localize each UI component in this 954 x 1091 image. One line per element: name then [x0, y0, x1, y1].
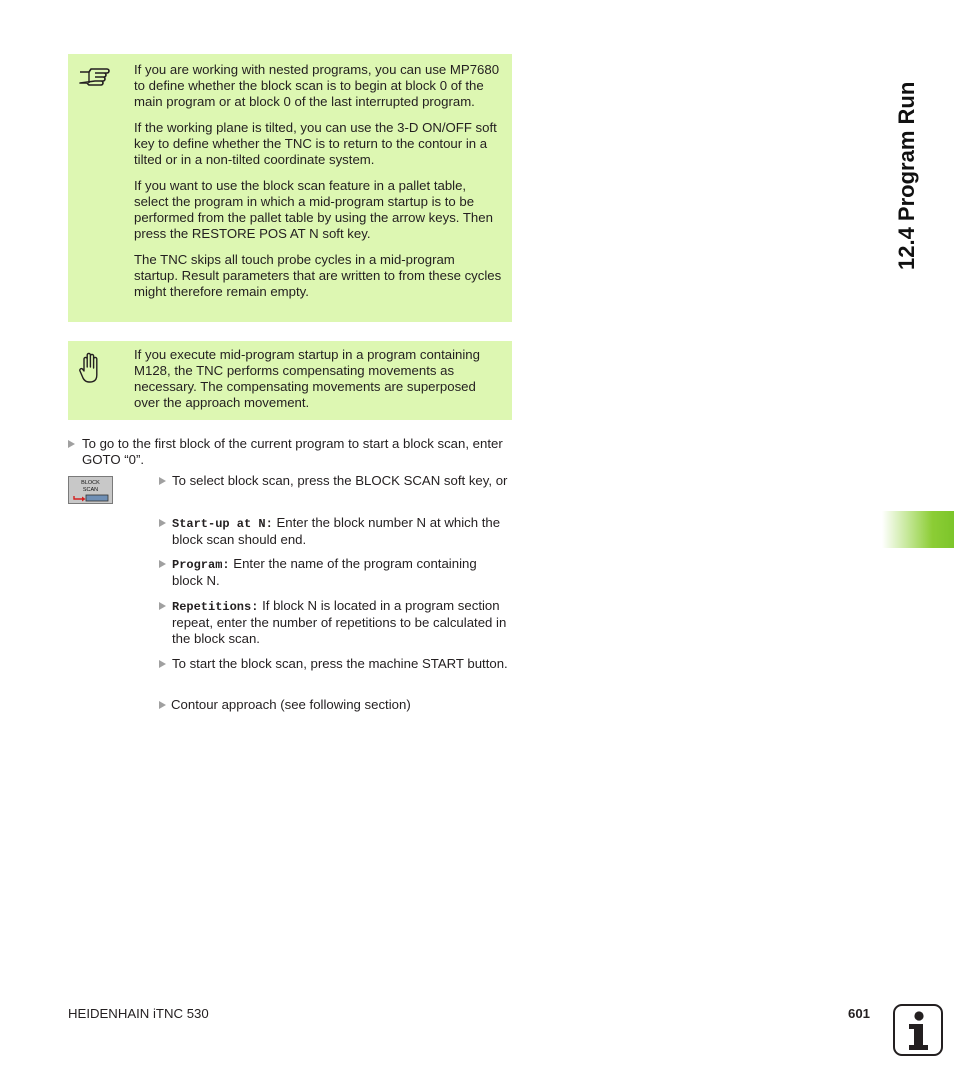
step-arrow-icon: [68, 440, 75, 448]
softkey-label-line1: BLOCK: [81, 480, 100, 486]
step-arrow-icon: [159, 602, 166, 610]
note-box-caution: [68, 341, 512, 420]
step-arrow-icon: [159, 701, 166, 709]
arrow-to-bar-icon: [73, 494, 109, 502]
step-start-block-scan: [159, 656, 511, 672]
step-repetitions: [159, 598, 511, 647]
step-select-block-scan: [159, 473, 511, 489]
pointing-hand-icon: [77, 62, 113, 98]
note-text-tip: [134, 62, 502, 300]
info-icon: [893, 1004, 943, 1056]
step-arrow-icon: [159, 519, 166, 527]
step-text: To go to the first block of the current program to start a block scan, enter GOTO “0”.: [82, 436, 503, 467]
note-paragraph: If the working plane is tilted, you can use the 3-D ON/OFF soft key to define whether the TNC is to return to the contour in a tilted or in a non-tilted coordinate system.: [134, 120, 497, 167]
step-program: [159, 556, 511, 589]
note-box-tip: [68, 54, 512, 322]
step-contour-approach: [159, 697, 511, 713]
step-goto: [68, 436, 512, 468]
step-startup-at-n: [159, 515, 511, 548]
step-text: Enter the block number N at which the block scan should end.: [172, 515, 501, 547]
dialog-label-program: Program:: [172, 558, 230, 572]
step-arrow-icon: [159, 560, 166, 568]
block-scan-softkey[interactable]: [68, 476, 113, 504]
page-number: 601: [848, 1006, 871, 1021]
step-text: To start the block scan, press the machine START button.: [172, 656, 508, 671]
step-text: Enter the name of the program containing block N.: [172, 556, 477, 588]
step-arrow-icon: [159, 477, 166, 485]
note-paragraph: If you execute mid-program startup in a program containing M128, the TNC performs compensating movements as necessary. The compensating movements are superposed over the approach movement.: [134, 347, 480, 410]
note-paragraph: The TNC skips all touch probe cycles in a mid-program startup. Result parameters that are written to from these cycles might therefore remain empty.: [134, 252, 502, 299]
raised-hand-icon: [78, 351, 114, 387]
footer-product-name: HEIDENHAIN iTNC 530: [68, 1006, 209, 1021]
dialog-label-repetitions: Repetitions:: [172, 600, 259, 614]
chapter-tab-marker: [882, 511, 954, 548]
step-text: Contour approach (see following section): [171, 697, 411, 712]
dialog-label-startup: Start-up at N:: [172, 517, 273, 531]
step-text: To select block scan, press the BLOCK SCAN soft key, or: [172, 473, 508, 488]
section-title: 12.4 Program Run: [894, 81, 919, 270]
softkey-label-line2: SCAN: [82, 487, 99, 493]
note-paragraph: If you are working with nested programs, you can use MP7680 to define whether the block scan is to begin at block 0 of the main program or at block 0 of the last interrupted program.: [134, 62, 500, 109]
step-arrow-icon: [159, 660, 166, 668]
note-text-caution: [134, 347, 502, 411]
note-paragraph: If you want to use the block scan feature in a pallet table, select the program in which a mid-program startup is to be performed from the pallet table by using the arrow keys. Then press the RESTORE POS AT N soft key.: [134, 178, 493, 241]
step-text: If block N is located in a program section repeat, enter the number of repetitions to be calculated in the block scan.: [172, 598, 507, 646]
